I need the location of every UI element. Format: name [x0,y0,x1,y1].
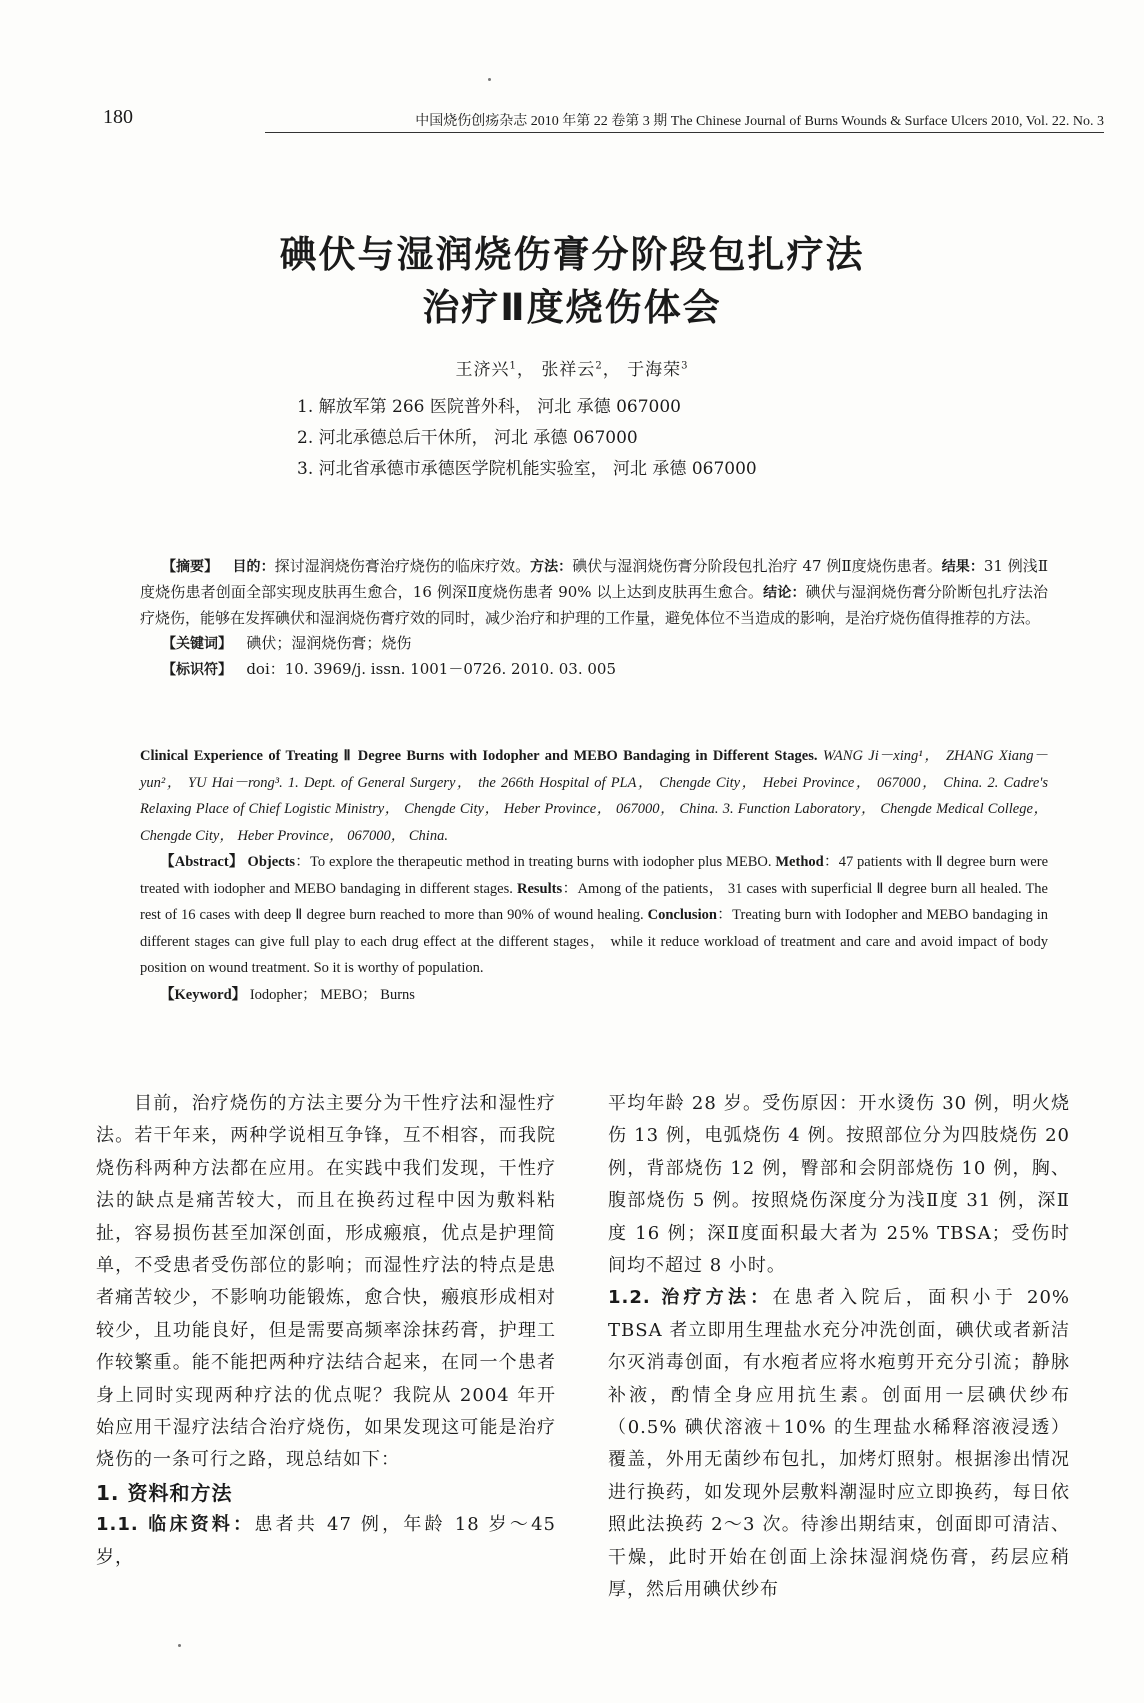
clinical-data-text: 患者共 47 例，年龄 18 岁～45 岁， [96,1514,556,1568]
en-keywords-text: Iodopher； MEBO； Burns [249,986,415,1003]
author-1-mark: 1 [509,360,517,372]
english-abstract [140,743,1048,1008]
treatment-text: 在患者入院后，面积小于 20% TBSA 者立即用生理盐水充分冲洗创面，碘伏或者新洁尔灭消毒创面，有水疱者应将水疱剪开充分引流；静脉补液，酌情全身应用抗生素。创面用一层碘伏纱布（0.5% 碘伏溶液＋10% 的生理盐水稀释溶液浸透）覆盖，外用无菌纱布包扎，加烤灯照射。根据渗出情况进行换药，如发现外层敷料潮湿时应立即换药，每日依照此法换药 2～3 次。待渗出期结束，创面即可清洁、干燥，此时开始在创面上涂抹湿润烧伤膏，药层应稍厚，然后用碘伏纱布 [608,1287,1070,1601]
clinical-data-label: 1.1. 临床资料： [96,1514,255,1536]
result-text: 31 例浅Ⅱ度烧伤患者创面全部实现皮肤再生愈合，16 例深Ⅱ度烧伤患者 90% 以上达到皮肤再生愈合。 [140,557,1049,601]
author-1: 王济兴 [455,360,510,380]
en-title: Clinical Experience of Treating Ⅱ Degree Burns with Iodopher and MEBO Bandaging in Different Stages. [140,748,818,764]
author-3: 于海荣 [627,360,682,380]
en-conclusion-label: Conclusion [647,907,717,923]
result-label: 结果： [941,559,984,575]
conclusion-label: 结论： [763,585,806,601]
en-objects-label: Objects [247,854,296,870]
identifier-row [140,657,1048,683]
scan-speck [488,78,491,81]
affiliation-2: 2. 河北承德总后干休所， 河北 承德 067000 [297,428,638,448]
en-title-block [140,743,1048,849]
clinical-data-paragraph [96,1509,556,1574]
en-abstract-body [140,849,1048,982]
identifier-label: 【标识符】 [162,662,232,678]
chinese-abstract [140,554,1048,683]
patients-paragraph: 平均年龄 28 岁。受伤原因：开水烫伤 30 例，明火烧伤 13 例，电弧烧伤 4 例。按照部位分为四肢烧伤 20 例，背部烧伤 12 例，臀部和会阴部烧伤 10 例，胸、腹部烧伤 5 例。按照烧伤深度分为浅Ⅱ度 31 例，深Ⅱ度 16 例；深Ⅱ度面积最大者为 25% TBSA；受伤时间均不超过 8 小时。 [608,1093,1070,1277]
en-abstract-label: 【Abstract】 [160,854,244,870]
treatment-paragraph [608,1282,1070,1606]
doi-text: doi：10. 3969/j. issn. 1001－0726. 2010. 03. 005 [246,660,617,678]
method-text: 碘伏与湿润烧伤膏分阶段包扎治疗 47 例Ⅱ度烧伤患者。 [572,557,942,575]
affiliation-3: 3. 河北省承德市承德医学院机能实验室， 河北 承德 067000 [297,459,757,479]
objective-label: 目的： [232,559,275,575]
author-2-mark: 2 [595,360,603,372]
objective-text: 探讨湿润烧伤膏治疗烧伤的临床疗效。 [274,557,531,575]
affiliations [297,392,757,485]
keywords-label: 【关键词】 [162,636,232,652]
abstract-label: 【摘要】 [162,559,219,575]
en-keywords-row [140,982,1048,1009]
en-conclusion-text: ：Treating burn with Iodopher and MEBO bandaging in different stages can give full play to each drug effect at the different stages， while it reduce workload of treatment and care and avoid impact of body position on wound treatment. So it is worthy of population. [140,907,1049,976]
author-3-mark: 3 [681,360,689,372]
treatment-label: 1.2. 治疗方法： [608,1287,773,1309]
en-keyword-label: 【Keyword】 [160,986,247,1003]
body-column-left [96,1088,556,1574]
en-method-label: Method [775,854,824,870]
en-authors-affiliations: WANG Ji－xing¹， ZHANG Xiang－yun²， YU Hai－rong³. 1. Dept. of General Surgery， the 266th Hospital of PLA， Chengde City， Hebei Province， 067000， China. 2. Cadre's Relaxing Place of Chief Logistic Ministry， Chengde City， Heber Province， 067000， China. 3. Function Laboratory， Chengde Medical College， Chengde City， Heber Province， 067000， China. [140,748,1049,844]
body-column-right [608,1088,1070,1607]
article-title [0,228,1144,334]
journal-citation: 中国烧伤创疡杂志 2010 年第 22 卷第 3 期 The Chinese Journal of Burns Wounds & Surface Ulcers 2010, Vol. 22. No. 3 [415,114,1104,129]
header-rule [265,132,1104,133]
en-method-text: ：47 patients with Ⅱ degree burn were treated with iodopher and MEBO bandaging in different stages. [140,854,1049,897]
title-line-2: 治疗Ⅱ度烧伤体会 [422,286,722,329]
author-list: 王济兴$^1$， 张祥云$^2$， 于海荣$^3$ [455,360,689,380]
en-results-label: Results [516,880,563,897]
intro-paragraph: 目前，治疗烧伤的方法主要分为干性疗法和湿性疗法。若干年来，两种学说相互争锋，互不相容，而我院烧伤科两种方法都在应用。在实践中我们发现，干性疗法的缺点是痛苦较大，而且在换药过程中因为敷料粘扯，容易损伤甚至加深创面，形成瘢痕，优点是护理简单，不受患者受伤部位的影响；而湿性疗法的特点是患者痛苦较少，不影响功能锻炼，愈合快，瘢痕形成相对较少，且功能良好，但是需要高频率涂抹药膏，护理工作较繁重。能不能把两种疗法结合起来，在同一个患者身上同时实现两种疗法的优点呢？我院从 2004 年开始应用干湿疗法结合治疗烧伤，如果发现这可能是治疗烧伤的一条可行之路，现总结如下： [96,1093,556,1471]
en-results-text: ：Among of the patients， 31 cases with superficial Ⅱ degree burn all healed. The rest of 16 cases with deep Ⅱ degree burn reached to more than 90% of wound healing. [140,880,1048,923]
title-line-1: 碘伏与湿润烧伤膏分阶段包扎疗法 [279,233,865,276]
method-label: 方法： [530,559,573,575]
scan-speck [178,1644,181,1647]
en-objects-text: ：To explore the therapeutic method in treating burns with iodopher plus MEBO. [295,854,772,870]
page-number: 180 [103,106,133,128]
affiliation-1: 1. 解放军第 266 医院普外科， 河北 承德 067000 [297,397,681,417]
keywords-text: 碘伏；湿润烧伤膏；烧伤 [246,634,412,652]
author-2: 张祥云 [541,360,596,380]
cn-abstract-body [140,554,1048,631]
running-header [103,106,1104,132]
section-heading: 1. 资料和方法 [96,1480,233,1505]
keywords-row [140,631,1048,657]
conclusion-text: 碘伏与湿润烧伤膏分阶断包扎疗法治疗烧伤，能够在发挥碘伏和湿润烧伤膏疗效的同时，减少治疗和护理的工作量，避免体位不当造成的影响，是治疗烧伤值得推荐的方法。 [140,583,1048,627]
